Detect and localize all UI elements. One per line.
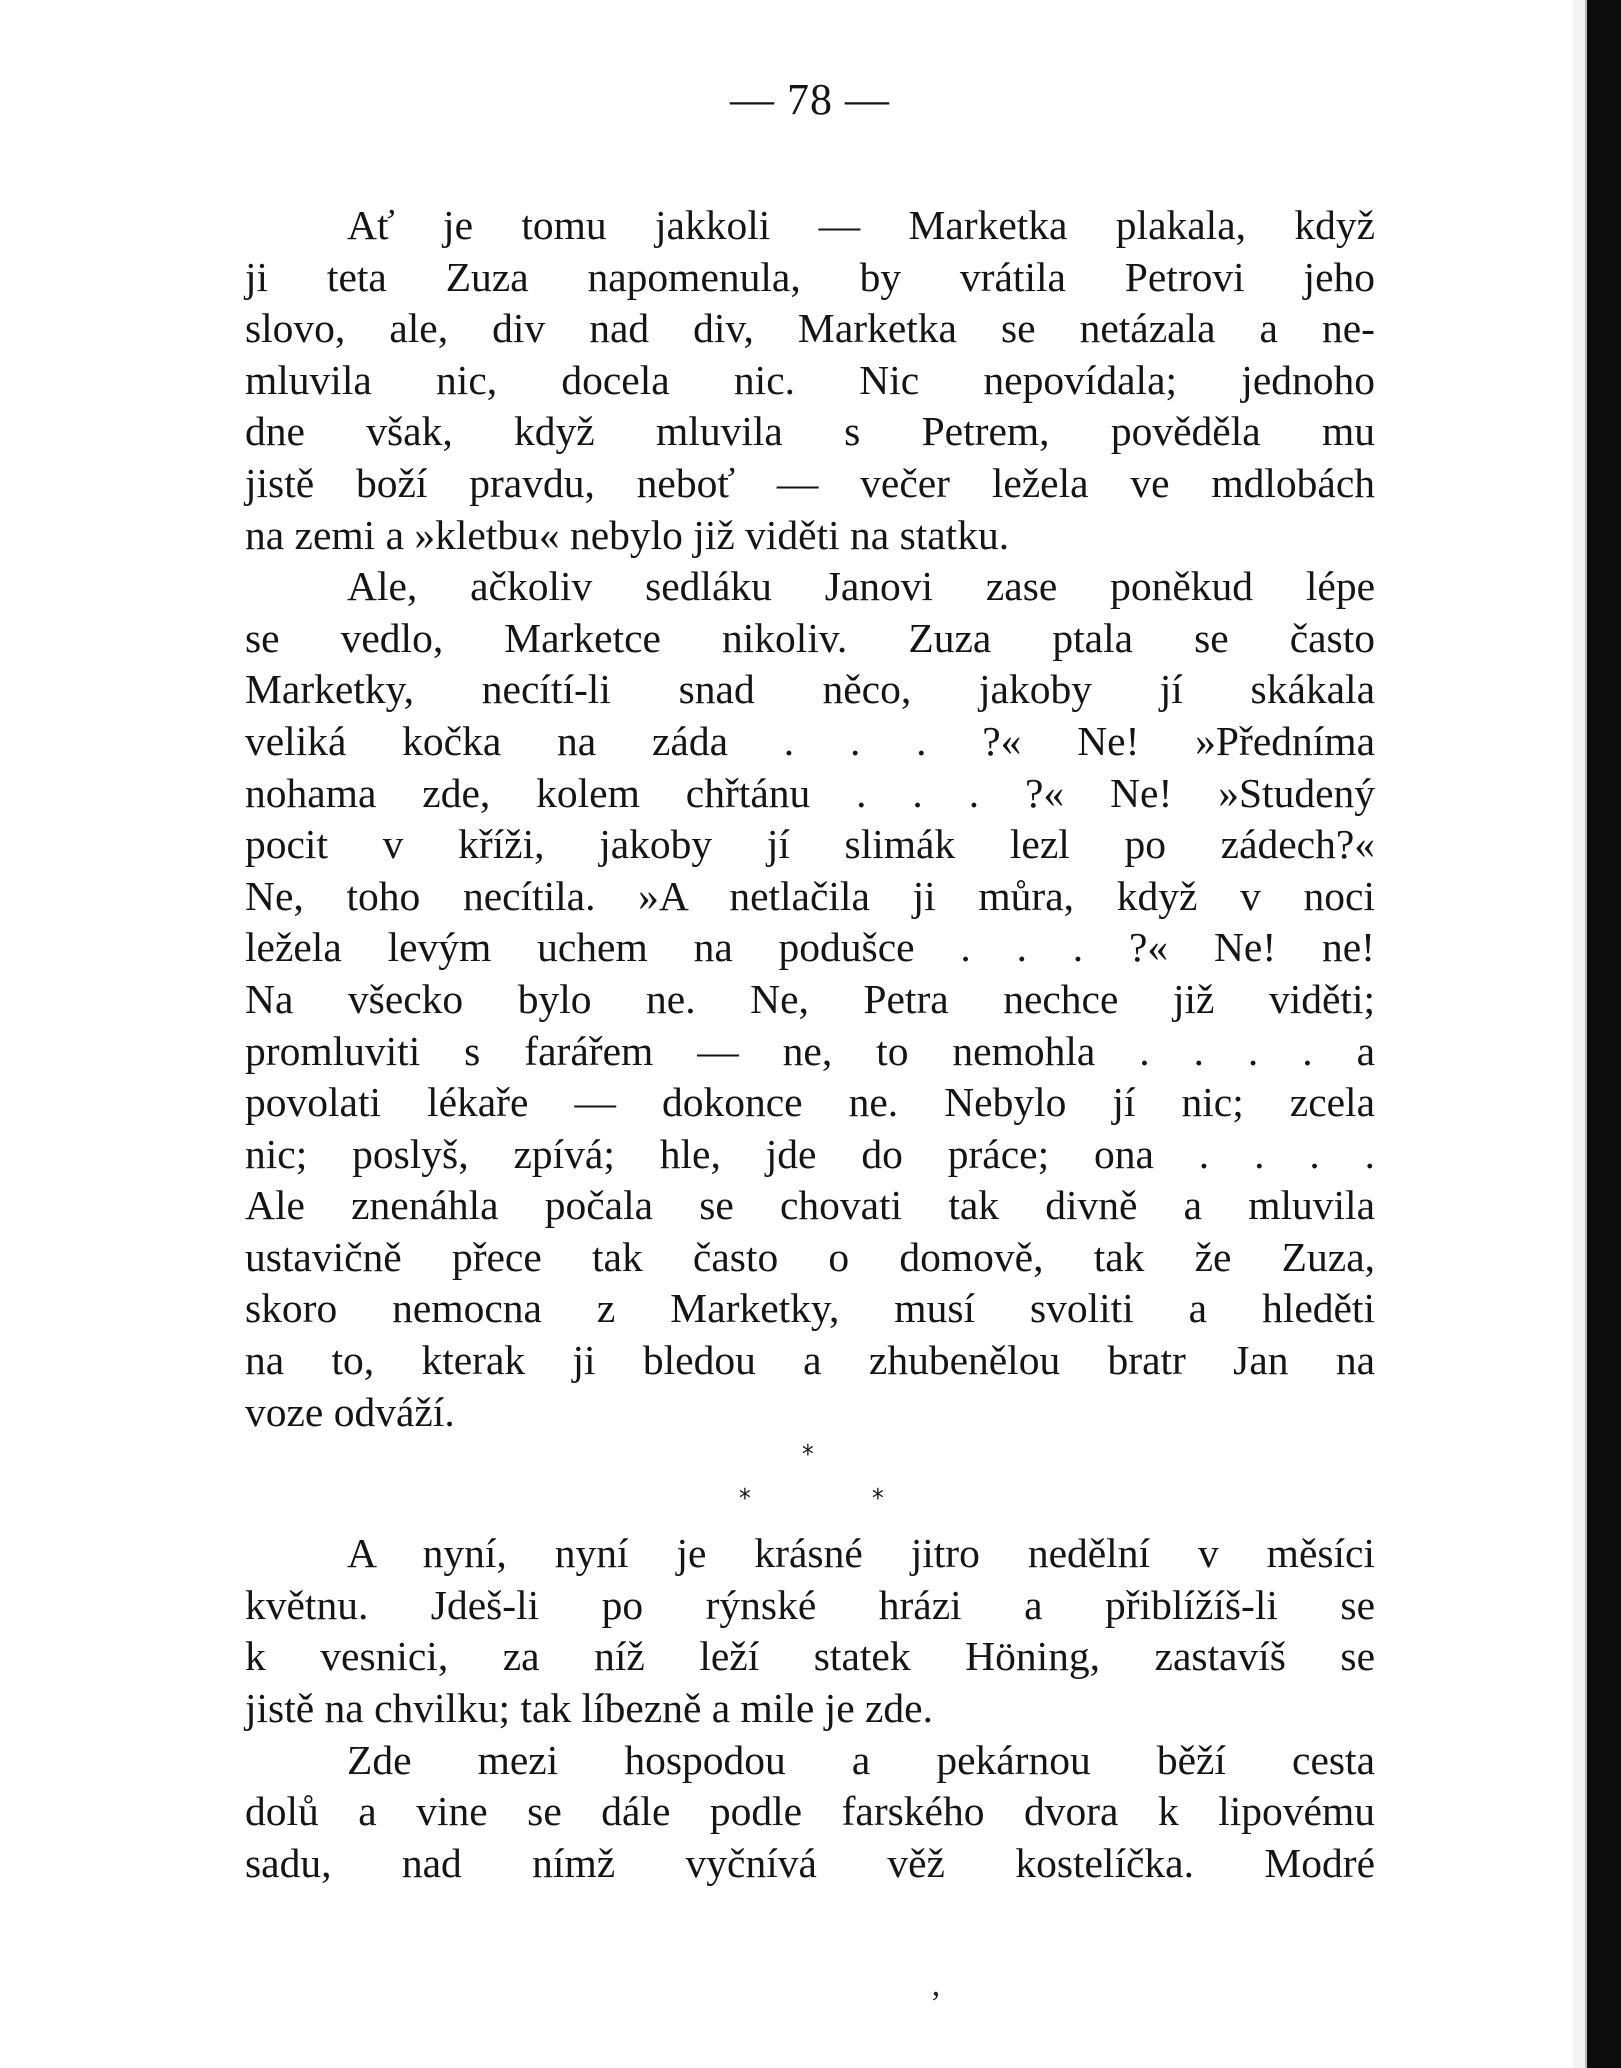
text-line: Ale, ačkoliv sedláku Janovi zase poněkud lépe — [347, 563, 1375, 610]
text-line: ležela levým uchem na podušce . . . ?« Ne! ne! — [245, 924, 1375, 971]
paragraph-2 — [245, 561, 1375, 1438]
paragraph-3 — [245, 1528, 1375, 1734]
text-line: mluvila nic, docela nic. Nic nepovídala; jednoho — [245, 356, 1375, 403]
page-edge-shadow — [1573, 0, 1587, 2068]
text-line: Marketky, necítí-li snad něco, jakoby jí skákala — [245, 666, 1375, 713]
text-line: na to, kterak ji bledou a zhubenělou bratr Jan na — [245, 1337, 1375, 1384]
text-line: slovo, ale, div nad div, Marketka se netázala a ne- — [245, 305, 1375, 352]
text-line: dne však, když mluvila s Petrem, pověděla mu — [245, 408, 1375, 455]
text-line: Ale znenáhla počala se chovati tak divně a mluvila — [245, 1182, 1375, 1229]
footer-mark: ’ — [930, 1985, 942, 2022]
asterisk: * — [739, 1484, 751, 1515]
text-line: pocit v kříži, jakoby jí slimák lezl po zádech?« — [245, 821, 1375, 868]
text-line: Zde mezi hospodou a pekárnou běží cesta — [347, 1736, 1375, 1783]
text-line: Ať je tomu jakkoli — Marketka plakala, když — [347, 202, 1375, 248]
scan-border — [1587, 0, 1621, 2068]
text-line: A nyní, nyní je krásné jitro nedělní v měsíci — [347, 1530, 1375, 1577]
text-line: Ne, toho necítila. »A netlačila ji můra, když v noci — [245, 872, 1375, 919]
page-text — [245, 70, 1375, 1889]
page-number: — 78 — — [730, 75, 890, 124]
text-line: sadu, nad nímž vyčnívá věž kostelíčka. Modré — [245, 1839, 1375, 1886]
text-line: jistě boží pravdu, neboť — večer ležela ve mdlobách — [245, 459, 1375, 506]
text-line: dolů a vine se dále podle farského dvora k lipovému — [245, 1788, 1375, 1835]
asterisk: * — [872, 1484, 884, 1515]
text-line: povolati lékaře — dokonce ne. Nebylo jí nic; zcela — [245, 1079, 1375, 1126]
section-separator — [245, 1438, 1375, 1528]
text-line: k vesnici, za níž leží statek Höning, zastavíš se — [245, 1633, 1375, 1680]
text-line: ji teta Zuza napomenula, by vrátila Petrovi jeho — [245, 253, 1375, 300]
text-line: nohama zde, kolem chřtánu . . . ?« Ne! »Studený — [245, 769, 1375, 816]
text-line: skoro nemocna z Marketky, musí svoliti a hleděti — [245, 1285, 1375, 1332]
text-line: na zemi a »kletbu« nebylo již viděti na statku. — [245, 511, 1010, 558]
text-line: květnu. Jdeš-li po rýnské hrázi a přiblížíš-li se — [245, 1581, 1375, 1628]
text-line: Na všecko bylo ne. Ne, Petra nechce již viděti; — [245, 975, 1375, 1022]
asterisk: * — [802, 1440, 814, 1471]
text-line: veliká kočka na záda . . . ?« Ne! »Předníma — [245, 717, 1375, 764]
text-line: jistě na chvilku; tak líbezně a mile je zde. — [245, 1685, 933, 1732]
text-line: ustavičně přece tak často o domově, tak že Zuza, — [245, 1233, 1375, 1280]
text-line: nic; poslyš, zpívá; hle, jde do práce; ona . . . . — [245, 1130, 1375, 1177]
paragraph-4 — [245, 1735, 1375, 1890]
text-line: voze odváží. — [245, 1388, 455, 1435]
text-line: promluviti s farářem — ne, to nemohla . . . . a — [245, 1027, 1375, 1074]
paragraph-1 — [245, 200, 1375, 561]
text-line: se vedlo, Marketce nikoliv. Zuza ptala se často — [245, 614, 1375, 661]
